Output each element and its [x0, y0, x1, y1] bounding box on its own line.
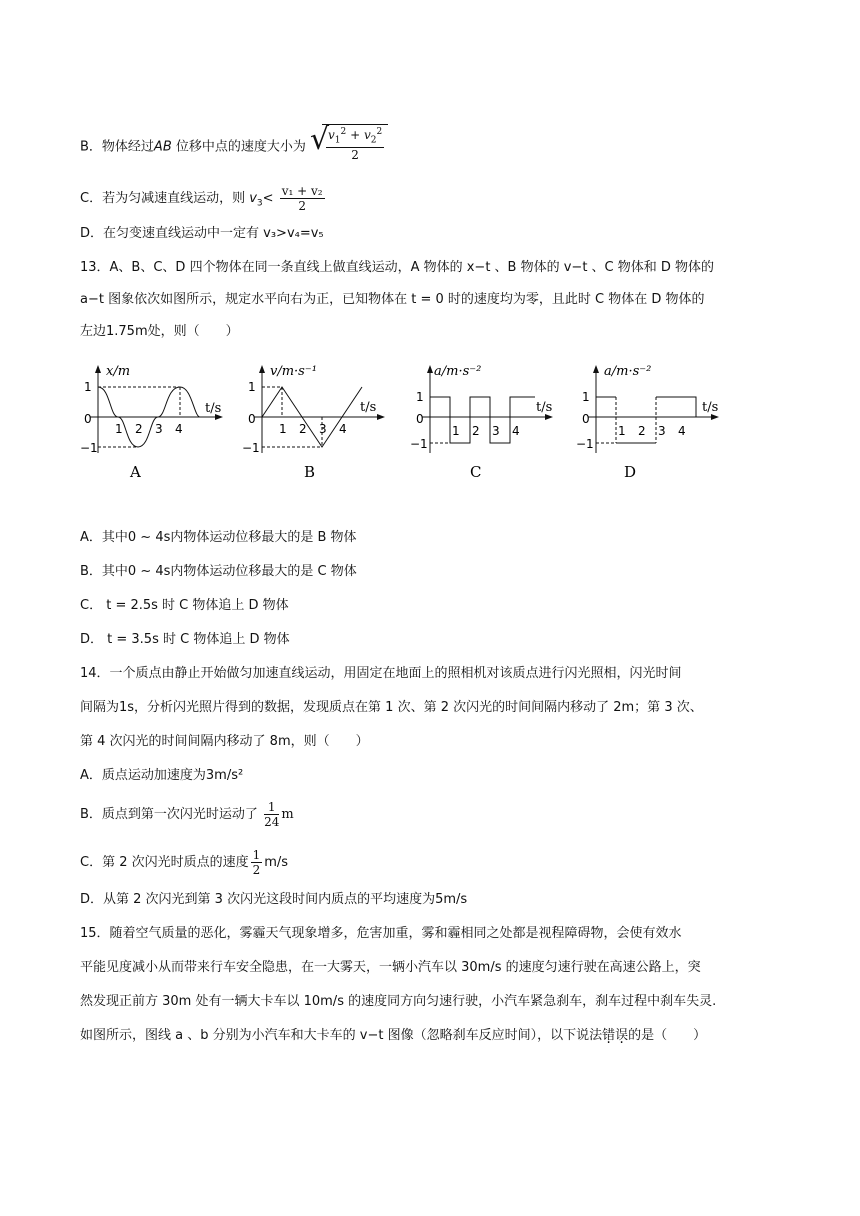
figure-d-ym1: −1: [576, 437, 594, 451]
figure-b-caption: B: [304, 463, 316, 481]
figure-b-tick-2: 2: [299, 422, 307, 436]
figure-c-ym1: −1: [410, 437, 428, 451]
figure-a-y0: 0: [84, 412, 92, 426]
q14-option-c-unit: m/s: [264, 855, 289, 870]
q15-emphasis-2: 误: [615, 1028, 629, 1043]
figure-d-tick-1: 1: [618, 424, 626, 438]
q13-option-a[interactable]: A．其中0 ~ 4s内物体运动位移最大的是 B 物体: [80, 530, 357, 545]
figure-c-y1: 1: [416, 390, 424, 404]
figure-a-ylabel: x/m: [106, 364, 131, 379]
figure-d-tick-2: 2: [638, 424, 646, 438]
figure-c-ylabel: a/m·s⁻²: [434, 364, 482, 379]
figure-b-ym1: −1: [242, 441, 260, 455]
figure-d-tick-4: 4: [678, 424, 686, 438]
figure-d-ylabel: a/m·s⁻²: [604, 364, 652, 379]
q12-option-d[interactable]: D．在匀变速直线运动中一定有 v₃>v₄=v₅: [80, 226, 324, 241]
figure-d-tick-3: 3: [658, 424, 666, 438]
q12-option-c[interactable]: C．若为匀减速直线运动，则 $v_3<$ $\frac{\text{v₁ + v₂}}{2}$: [80, 184, 323, 213]
figure-a-tick-2: 2: [135, 422, 143, 436]
figure-a-tick-4: 4: [175, 422, 183, 436]
q14-option-a[interactable]: A．质点运动加速度为3m/s²: [80, 768, 244, 783]
q14-option-b-fraction: [264, 800, 279, 829]
q13-stem-line-1: 13．A、B、C、D 四个物体在同一条直线上做直线运动，A 物体的 x−t 、B 物体的 v−t 、C 物体和 D 物体的: [80, 260, 715, 275]
q14-option-c-label: C．第 2 次闪光时质点的速度: [80, 855, 249, 870]
figure-a-y1: 1: [84, 380, 92, 394]
q14-option-b-unit: m: [281, 807, 294, 822]
v1-symbol: v: [328, 128, 335, 142]
figure-c-tick-3: 3: [492, 424, 500, 438]
figure-b-y1: 1: [248, 380, 256, 394]
figure-b-ylabel: v/m·s⁻¹: [270, 364, 317, 379]
q13-stem-line-2: a−t 图象依次如图所示，规定水平向右为正，已知物体在 t = 0 时的速度均为零，且此时 C 物体在 D 物体的: [80, 292, 705, 307]
figure-d-y1: 1: [582, 390, 590, 404]
q14-option-d[interactable]: D．从第 2 次闪光到第 3 次闪光这段时间内质点的平均速度为5m/s: [80, 892, 468, 907]
q15-stem-line-1: 15．随着空气质量的恶化，雾霾天气现象增多，危害加重，雾和霾相同之处都是视程障碍物，会使有效水: [80, 926, 682, 941]
q12-option-b-ab: AB: [153, 139, 172, 155]
q14-option-c[interactable]: [80, 848, 790, 877]
figure-a-xlabel: t/s: [205, 401, 222, 416]
q13-stem-line-3: 左边1.75m处，则（ ）: [80, 324, 239, 339]
figure-d-caption: D: [624, 463, 637, 481]
q12-option-c-v3: v: [249, 191, 257, 206]
sqrt-denominator: 2: [351, 148, 359, 163]
q12-option-b-text: 位移中点的速度大小为: [171, 139, 306, 155]
figure-a-tick-3: 3: [155, 422, 163, 436]
figure-c-at-graph: [410, 355, 560, 485]
q14-option-b-label: B．质点到第一次闪光时运动了: [80, 807, 258, 822]
q15-emphasis-1: 错: [602, 1028, 616, 1043]
figure-c-tick-2: 2: [472, 424, 480, 438]
q15-stem-line-3: 然发现正前方 30m 处有一辆大卡车以 10m/s 的速度同方向匀速行驶，小汽车紧急刹车，刹车过程中刹车失灵.: [80, 994, 717, 1009]
v2-symbol: v: [363, 128, 371, 142]
q13-option-c[interactable]: C． t = 2.5s 时 C 物体追上 D 物体: [80, 598, 289, 613]
figure-b-vt-graph: [242, 355, 392, 485]
fraction-denominator: 24: [264, 815, 280, 829]
q14-option-c-fraction: [251, 848, 263, 877]
figure-a-xt-graph: [80, 355, 230, 485]
q12-option-c-fraction: [280, 184, 325, 213]
q15-stem-line-2: 平能见度减小从而带来行车安全隐患，在一大雾天，一辆小汽车以 30m/s 的速度匀速行驶在高速公路上，突: [80, 960, 701, 975]
figure-d-xlabel: t/s: [702, 400, 719, 415]
q14-stem-line-2: 间隔为1s，分析闪光照片得到的数据，发现质点在第 1 次、第 2 次闪光的时间间隔内移动了 2m；第 3 次、: [80, 700, 703, 715]
q15-stem-line-4: [80, 1026, 790, 1046]
figure-b-xlabel: t/s: [360, 400, 377, 415]
q13-option-b[interactable]: B．其中0 ~ 4s内物体运动位移最大的是 C 物体: [80, 564, 357, 579]
figure-c-y0: 0: [416, 412, 424, 426]
figure-c-caption: C: [470, 463, 482, 481]
figure-d-at-graph: [576, 355, 726, 485]
figure-c-xlabel: t/s: [536, 400, 553, 415]
q14-option-b[interactable]: [80, 800, 790, 829]
figure-c-tick-4: 4: [512, 424, 520, 438]
figure-a-ym1: −1: [80, 441, 98, 455]
q15-line4-pre: 如图所示，图线 a 、b 分别为小汽车和大卡车的 v−t 图像（忽略刹车反应时间），以下说法: [80, 1028, 603, 1043]
q12-option-c-label: C．若为匀减速直线运动，则: [80, 191, 250, 206]
fraction-numerator: v₁ + v₂: [281, 184, 323, 198]
fraction-numerator: 1: [252, 848, 261, 862]
fraction-denominator: 2: [298, 199, 306, 213]
figure-b-y0: 0: [248, 412, 256, 426]
figure-c-tick-1: 1: [452, 424, 460, 438]
figure-b-tick-3: 3: [319, 422, 327, 436]
fraction-denominator: 2: [252, 863, 261, 877]
q13-option-d[interactable]: D． t = 3.5s 时 C 物体追上 D 物体: [80, 632, 290, 647]
q12-option-b-label: B．物体经过: [80, 139, 154, 155]
q12-option-b-sqrt: √ $\frac{v_1^2 + v_2^2}{2}$: [310, 124, 388, 162]
q14-stem-line-3: 第 4 次闪光的时间间隔内移动了 8m，则（ ）: [80, 734, 369, 749]
figure-b-tick-4: 4: [339, 422, 347, 436]
figure-a-caption: A: [130, 463, 141, 481]
fraction-numerator: 1: [264, 800, 279, 815]
q12-option-b[interactable]: [80, 122, 790, 166]
q15-line4-post: 的是（ ）: [628, 1028, 707, 1043]
figure-a-tick-1: 1: [115, 422, 123, 436]
q14-stem-line-1: 14．一个质点由静止开始做匀加速直线运动，用固定在地面上的照相机对该质点进行闪光照相，闪光时间: [80, 666, 682, 681]
figure-b-tick-1: 1: [279, 422, 287, 436]
figure-d-y0: 0: [582, 412, 590, 426]
less-than: <: [262, 191, 274, 206]
